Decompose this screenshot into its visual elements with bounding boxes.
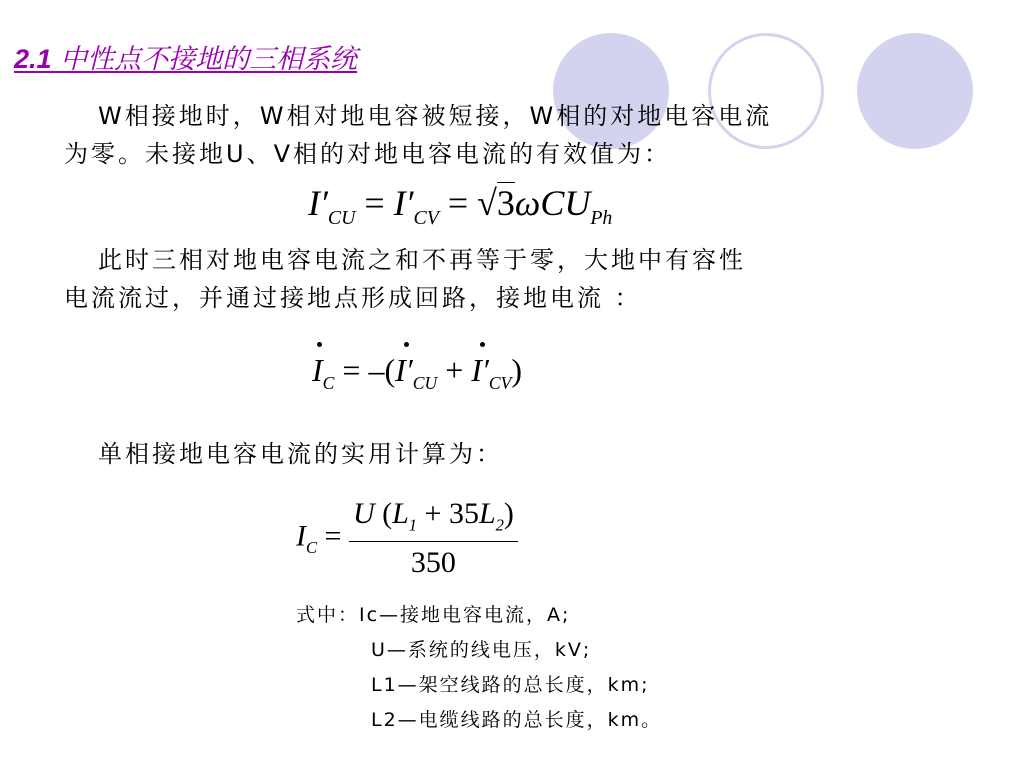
formula3-l2-sub: 2 [495,515,504,535]
formula-ground-current [312,352,522,394]
formula3-l1-sub: 1 [408,515,418,535]
formula2-sub-1: CU [412,372,438,393]
paragraph-3-line-1: 单相接地电容电流的实用计算为： [98,440,503,468]
formula2-term-2: I′ [471,352,489,388]
formula3-u: U [352,497,375,530]
formula1-term-b: I′ [393,183,414,223]
formula-practical [296,497,518,580]
paragraph-3 [64,435,503,473]
title-text: 中性点不接地的三相系统 [60,44,358,75]
formula-phase-current [308,182,612,230]
formula1-eq1: = [355,183,394,223]
paragraph-2-line-2: 电流流过，并通过接地点形成回路，接地电流 ： [64,284,642,312]
formula3-plus: + 35 [417,497,479,530]
paragraph-1-line-1: W相接地时，W相对地电容被短接，W相的对地电容电流 [98,102,773,130]
formula2-close: ) [511,352,523,388]
formula3-l1: L [392,497,409,530]
paragraph-1 [64,97,772,173]
formula2-lhs: I [312,352,323,388]
formula2-eq: = –( [334,352,396,388]
title-number: 2.1 [14,44,52,74]
formula1-sub-b: CV [413,206,439,229]
formula3-fraction [349,497,518,580]
formula1-sub-a: CU [327,206,356,229]
note-line-l1: L1—架空线路的总长度，km; [371,674,650,696]
formula1-term-a: I′ [308,183,328,223]
formula3-numerator [349,497,518,542]
formula-notes [296,598,662,738]
formula1-eq2: = [438,183,478,223]
note-line-l2: L2—电缆线路的总长度，km。 [371,709,663,731]
paragraph-2 [64,241,746,317]
note-line-u: U—系统的线电压，kV; [371,639,592,661]
formula3-lhs: I [296,519,306,553]
formula3-eq: = [317,519,349,553]
formula1-sub-ph: Ph [590,206,613,229]
paragraph-1-line-2: 为零。未接地U、V相的对地电容电流的有效值为： [64,140,671,168]
paragraph-2-line-1: 此时三相对地电容电流之和不再等于零，大地中有容性 [98,246,746,274]
formula2-plus: + [437,352,472,388]
formula2-sub-2: CV [488,372,512,393]
formula1-sqrt: √ [477,183,497,223]
formula1-radicand: 3 [496,183,515,223]
formula2-term-1: I′ [395,352,413,388]
formula3-l2: L [478,497,496,530]
decor-circle-3 [857,33,973,149]
slide-title [14,37,357,76]
formula3-open: ( [374,497,393,530]
formula1-rest: ωCU [514,183,591,223]
formula3-lhs-sub: C [306,538,318,558]
formula2-lhs-sub: C [322,372,335,393]
formula3-denominator: 350 [410,546,456,580]
formula3-close: ) [503,497,514,530]
note-line-ic: 式中：Ic—接地电容电流，A; [296,604,571,626]
